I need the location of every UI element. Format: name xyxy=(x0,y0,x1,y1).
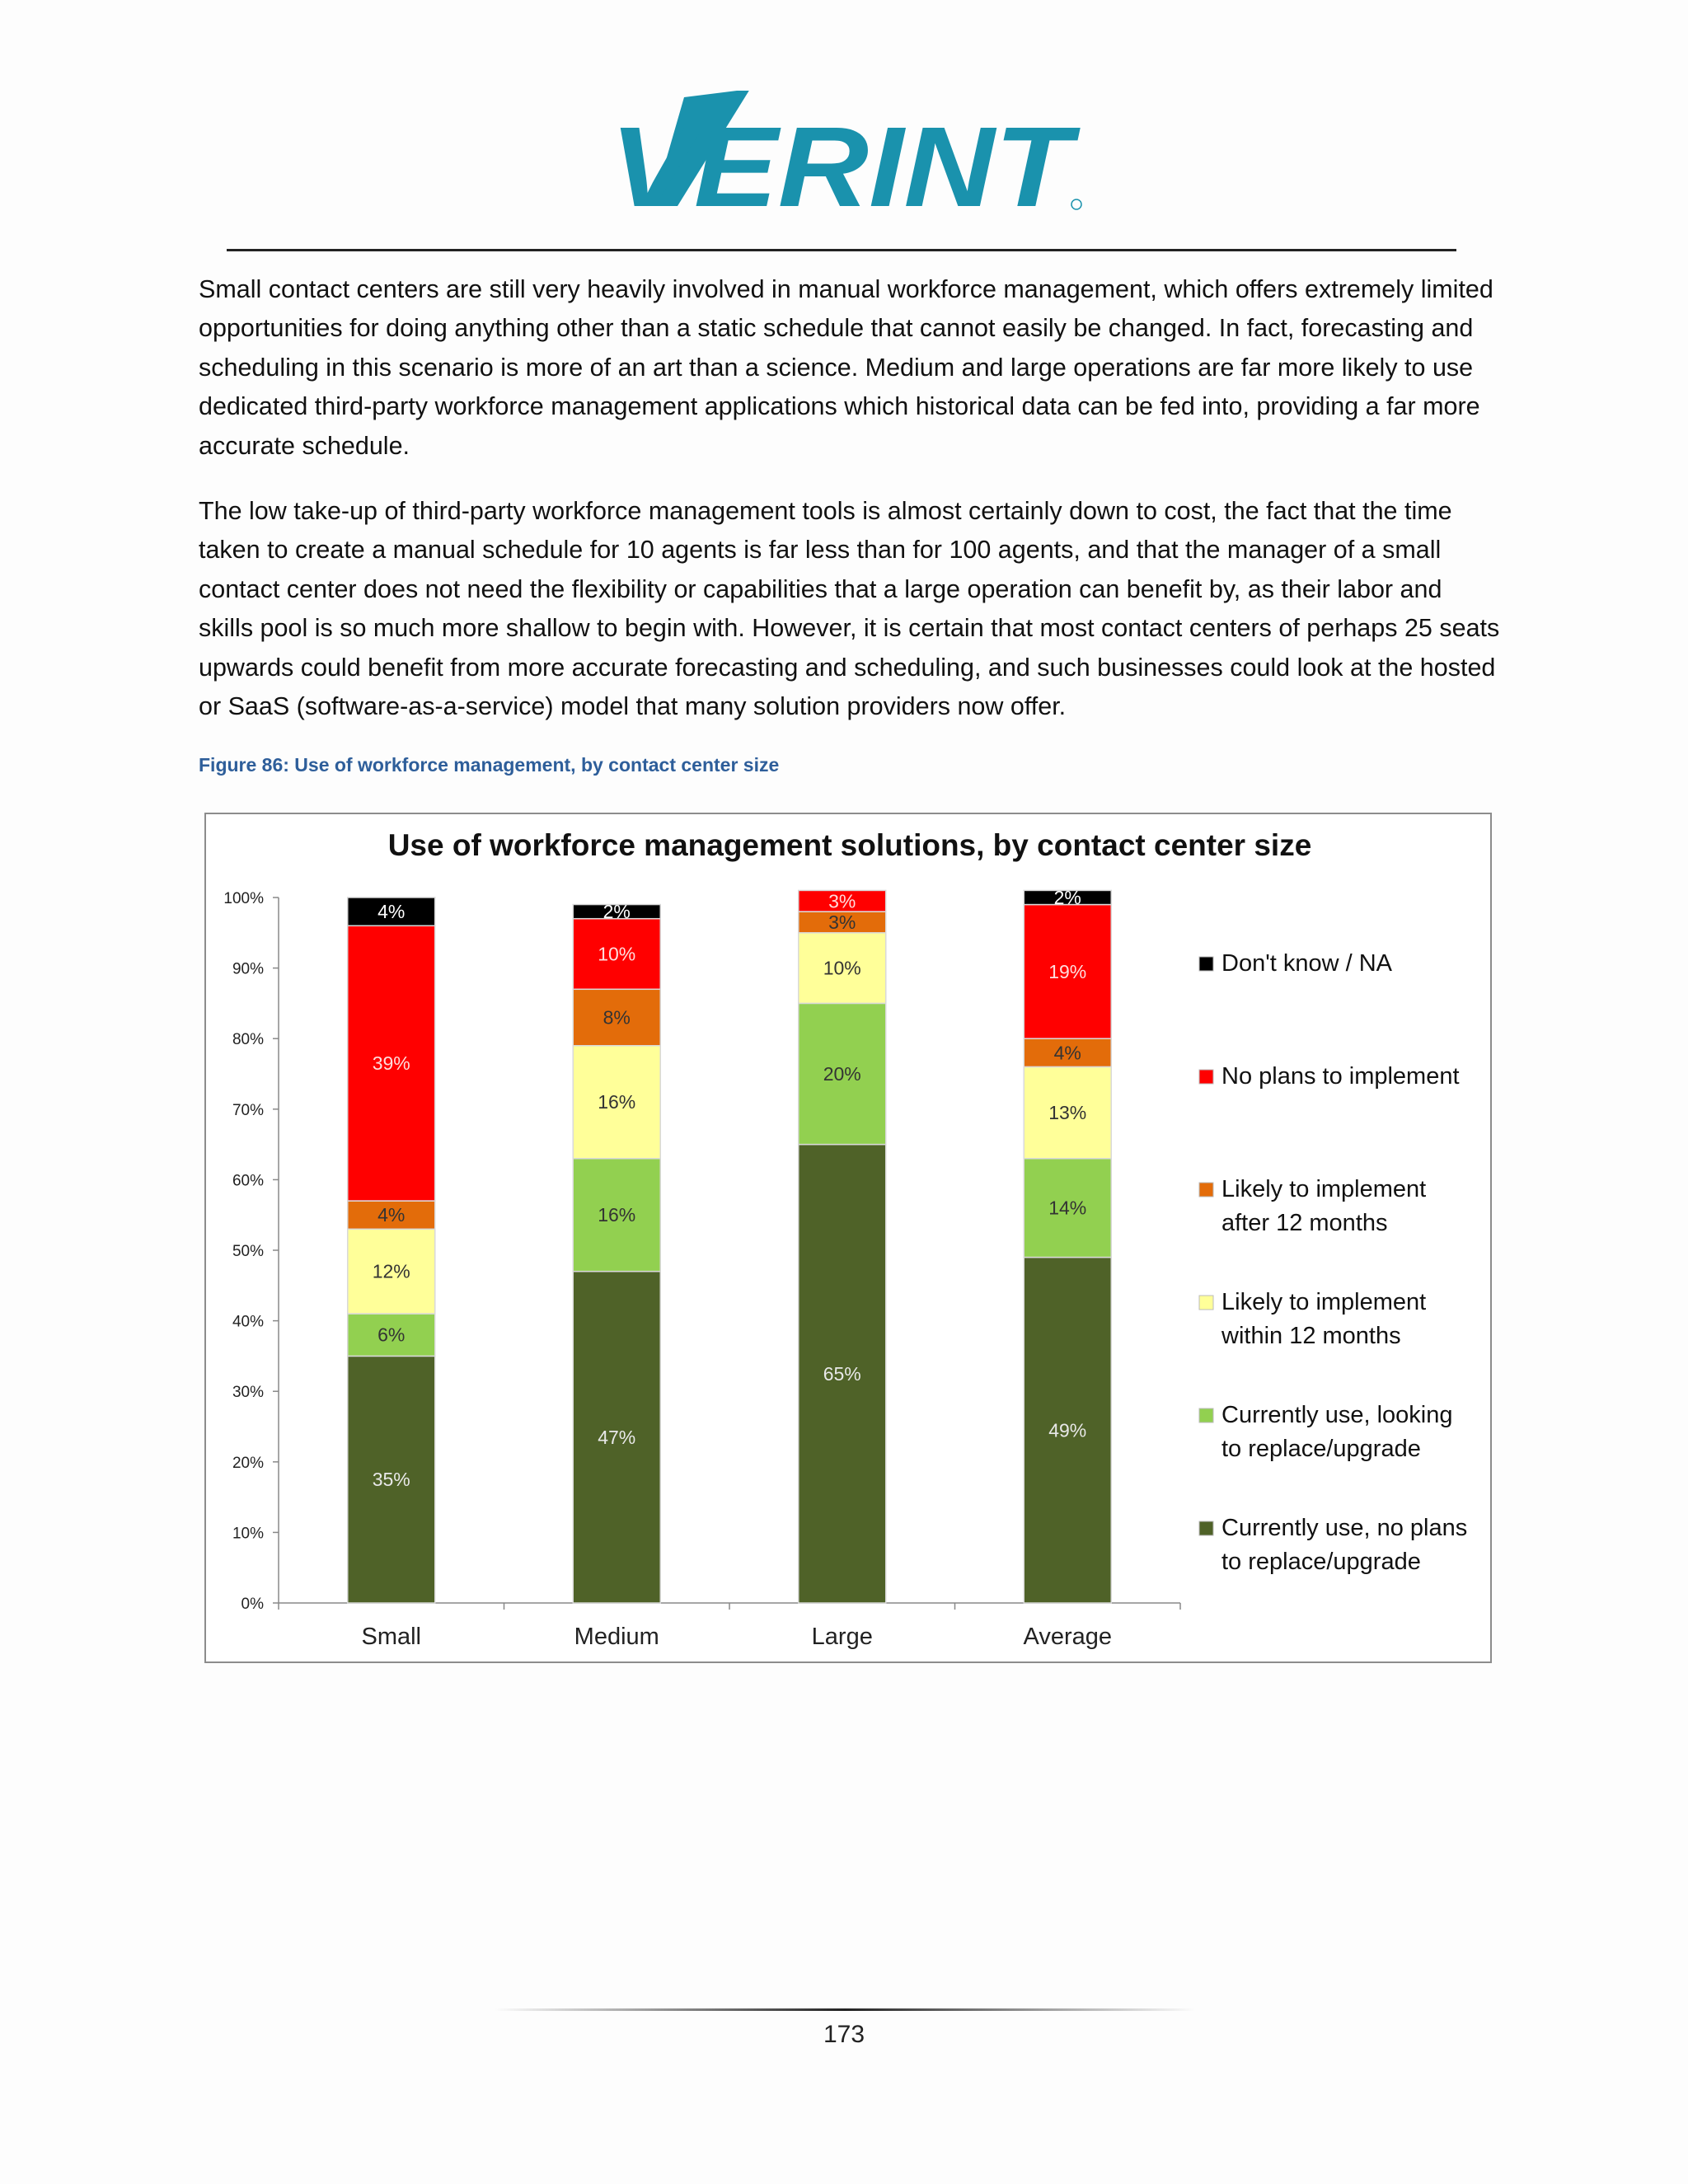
data-label: 4% xyxy=(377,1204,406,1226)
y-tick-label: 90% xyxy=(232,960,264,978)
header-rule xyxy=(227,249,1456,251)
y-tick-label: 40% xyxy=(232,1313,264,1331)
data-label: 2% xyxy=(603,901,631,923)
figure-caption: Figure 86: Use of workforce management, by contact center size xyxy=(199,754,780,776)
data-label: 20% xyxy=(823,1063,861,1085)
y-tick-label: 60% xyxy=(232,1172,264,1190)
data-label: 6% xyxy=(377,1324,406,1346)
x-category-label: Average xyxy=(1023,1624,1112,1650)
x-category-label: Medium xyxy=(574,1624,659,1650)
stacked-bar-chart xyxy=(204,813,1492,1663)
page-number: 173 xyxy=(823,2021,865,2048)
legend-label: after 12 months xyxy=(1221,1210,1388,1236)
data-label: 3% xyxy=(828,911,856,933)
data-label: 16% xyxy=(598,1091,636,1113)
legend-label: to replace/upgrade xyxy=(1221,1436,1421,1462)
legend-swatch xyxy=(1199,1183,1213,1197)
legend-label: to replace/upgrade xyxy=(1221,1549,1421,1575)
data-label: 3% xyxy=(828,890,856,912)
logo-wordmark: VERINT xyxy=(610,104,1081,214)
x-category-label: Large xyxy=(811,1624,873,1650)
legend-label: within 12 months xyxy=(1221,1323,1401,1349)
verint-logo xyxy=(610,91,1088,214)
y-tick-label: 30% xyxy=(232,1384,264,1402)
data-label: 19% xyxy=(1048,960,1087,982)
legend-swatch xyxy=(1199,957,1213,971)
footer-rule xyxy=(495,2008,1195,2013)
y-tick-label: 80% xyxy=(232,1031,264,1049)
data-label: 39% xyxy=(372,1052,410,1075)
legend-label: Don't know / NA xyxy=(1221,950,1393,977)
legend-label: Likely to implement xyxy=(1221,1176,1427,1202)
legend-swatch xyxy=(1199,1296,1213,1310)
chart-canvas xyxy=(206,814,1493,1665)
data-label: 10% xyxy=(598,943,636,965)
data-label: 49% xyxy=(1048,1419,1087,1441)
body-paragraph-1: Small contact centers are still very heavily involved in manual workforce management, which offers extremely limited opportunities for doing anything other than a static schedule that cannot easily be changed. In fact, forecasting and scheduling in this scenario is more of an art than a science. Medium and large operations are far more likely to use dedicated third-party workforce management applications which historical data can be fed into, providing a far more accurate schedule. xyxy=(199,275,1493,460)
legend-swatch xyxy=(1199,1408,1213,1422)
data-label: 14% xyxy=(1048,1197,1087,1219)
legend-label: Likely to implement xyxy=(1221,1289,1427,1315)
data-label: 4% xyxy=(1053,1042,1081,1064)
chart-title: Use of workforce management solutions, by contact center size xyxy=(387,828,1312,862)
legend-swatch xyxy=(1199,1070,1213,1084)
y-tick-label: 50% xyxy=(232,1243,264,1260)
legend-swatch xyxy=(1199,1521,1213,1535)
data-label: 10% xyxy=(823,957,861,979)
data-label: 35% xyxy=(372,1469,410,1491)
data-label: 8% xyxy=(603,1006,631,1029)
y-tick-label: 0% xyxy=(241,1596,264,1613)
data-label: 12% xyxy=(372,1260,410,1282)
data-label: 13% xyxy=(1048,1102,1087,1124)
data-label: 4% xyxy=(377,901,406,923)
x-category-label: Small xyxy=(361,1624,422,1650)
y-tick-label: 10% xyxy=(232,1525,264,1543)
y-tick-label: 70% xyxy=(232,1101,264,1119)
legend-label: Currently use, no plans xyxy=(1221,1515,1468,1541)
legend-label: No plans to implement xyxy=(1221,1063,1460,1090)
data-label: 65% xyxy=(823,1362,861,1385)
y-tick-label: 100% xyxy=(223,890,264,907)
data-label: 47% xyxy=(598,1426,636,1448)
legend-label: Currently use, looking xyxy=(1221,1402,1453,1428)
data-label: 2% xyxy=(1053,887,1081,908)
data-label: 16% xyxy=(598,1204,636,1226)
y-tick-label: 20% xyxy=(232,1454,264,1472)
body-paragraph-2: The low take-up of third-party workforce management tools is almost certainly down to cost, the fact that the time taken to create a manual schedule for 10 agents is far less than for 100 agents, and that the manager of a small contact center does not need the flexibility or capabilities that a large operation can benefit by, as their labor and skills pool is so much more shallow to begin with. However, it is certain that most contact centers of perhaps 25 seats upwards could benefit from more accurate forecasting and scheduling, and such businesses could look at the hosted or SaaS (software-as-a-service) model that many solution providers now offer. xyxy=(199,497,1500,721)
